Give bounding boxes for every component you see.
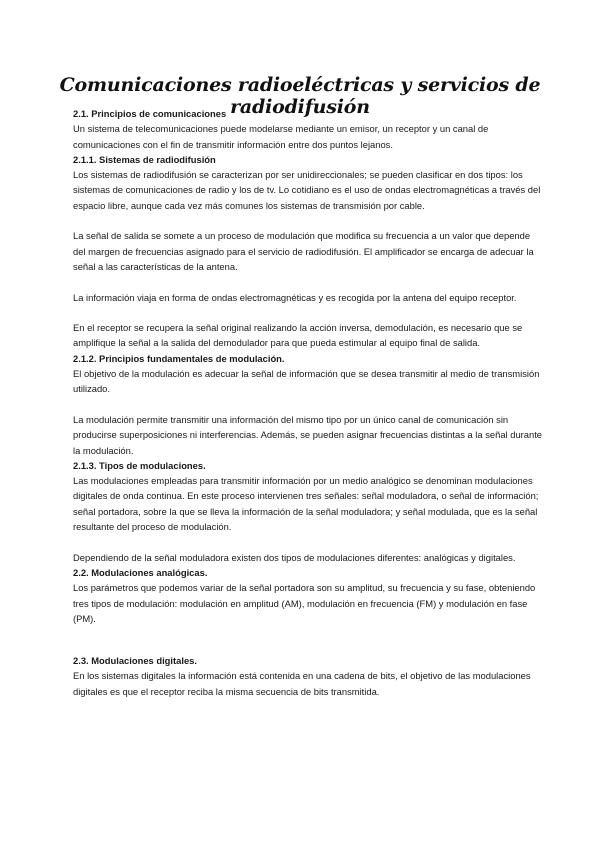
paragraph: Las modulaciones empleadas para transmitir información por un medio analógico se denominan modulaciones digitales de onda continua. En este proceso intervienen tres señales: señal moduladora, o señal de información; señal portadora, sobre la que se lleva la información de la señal moduladora; y señal modulada, que es la señal resultante del proceso de modulación. [73, 475, 539, 533]
section-heading-2-1: 2.1. Principios de comunicaciones [73, 108, 227, 119]
paragraph: En el receptor se recupera la señal original realizando la acción inversa, demodulación, es necesario que se amplifique la señal a la salida del demodulador para que pueda estimular al equipo final de salida. [73, 322, 523, 349]
paragraph: Los parámetros que podemos variar de la señal portadora son su amplitud, su frecuencia y su fase, obteniendo tres tipos de modulación: modulación en amplitud (AM), modulación en frecuencia (FM) y modulación en fase (PM). [73, 582, 536, 624]
paragraph: Un sistema de telecomunicaciones puede modelarse mediante un emisor, un receptor y un canal de comunicaciones con el fin de transmitir información entre dos puntos lejanos. [73, 123, 489, 150]
paragraph: En los sistemas digitales la información está contenida en una cadena de bits, el objetivo de las modulaciones digitales es que el receptor reciba la misma secuencia de bits transmitida. [73, 670, 531, 697]
section-heading-2-2: 2.2. Modulaciones analógicas. [73, 566, 208, 578]
paragraph: La señal de salida se somete a un proceso de modulación que modifica su frecuencia a un valor que depende del margen de frecuencias asignado para el servicio de radiodifusión. El amplificador se encarga de adecuar la señal a las características de la antena. [73, 230, 534, 272]
section-heading-2-1-2: 2.1.2. Principios fundamentales de modulación. [73, 352, 285, 364]
page-title: Comunicaciones radioeléctricas y servicios de radiodifusión [59, 74, 541, 118]
paragraph: La información viaja en forma de ondas electromagnéticas y es recogida por la antena del equipo receptor. [73, 291, 517, 303]
section-heading-2-1-1: 2.1.1. Sistemas de radiodifusión [73, 153, 216, 165]
section-heading-2-1-3: 2.1.3. Tipos de modulaciones. [73, 459, 206, 471]
paragraph: La modulación permite transmitir una información del mismo tipo por un único canal de comunicación sin producirse superposiciones ni interferencias. Además, se pueden asignar frecuencias distintas a la señal durante la modulación. [73, 413, 543, 456]
document-body [73, 106, 543, 699]
paragraph: El objetivo de la modulación es adecuar la señal de información que se desea transmitir al medio de transmisión utilizado. [73, 368, 540, 395]
section-heading-2-3: 2.3. Modulaciones digitales. [73, 655, 197, 667]
paragraph: Dependiendo de la señal moduladora existen dos tipos de modulaciones diferentes: analógicas y digitales. [73, 551, 516, 563]
paragraph: Los sistemas de radiodifusión se caracterizan por ser unidireccionales; se pueden clasificar en dos tipos: los sistemas de comunicaciones de radio y los de tv. Lo cotidiano es el uso de ondas electromagnéticas a través del espacio libre, aunque cada vez más comunes los sistemas de transmisión por cable. [73, 169, 541, 211]
